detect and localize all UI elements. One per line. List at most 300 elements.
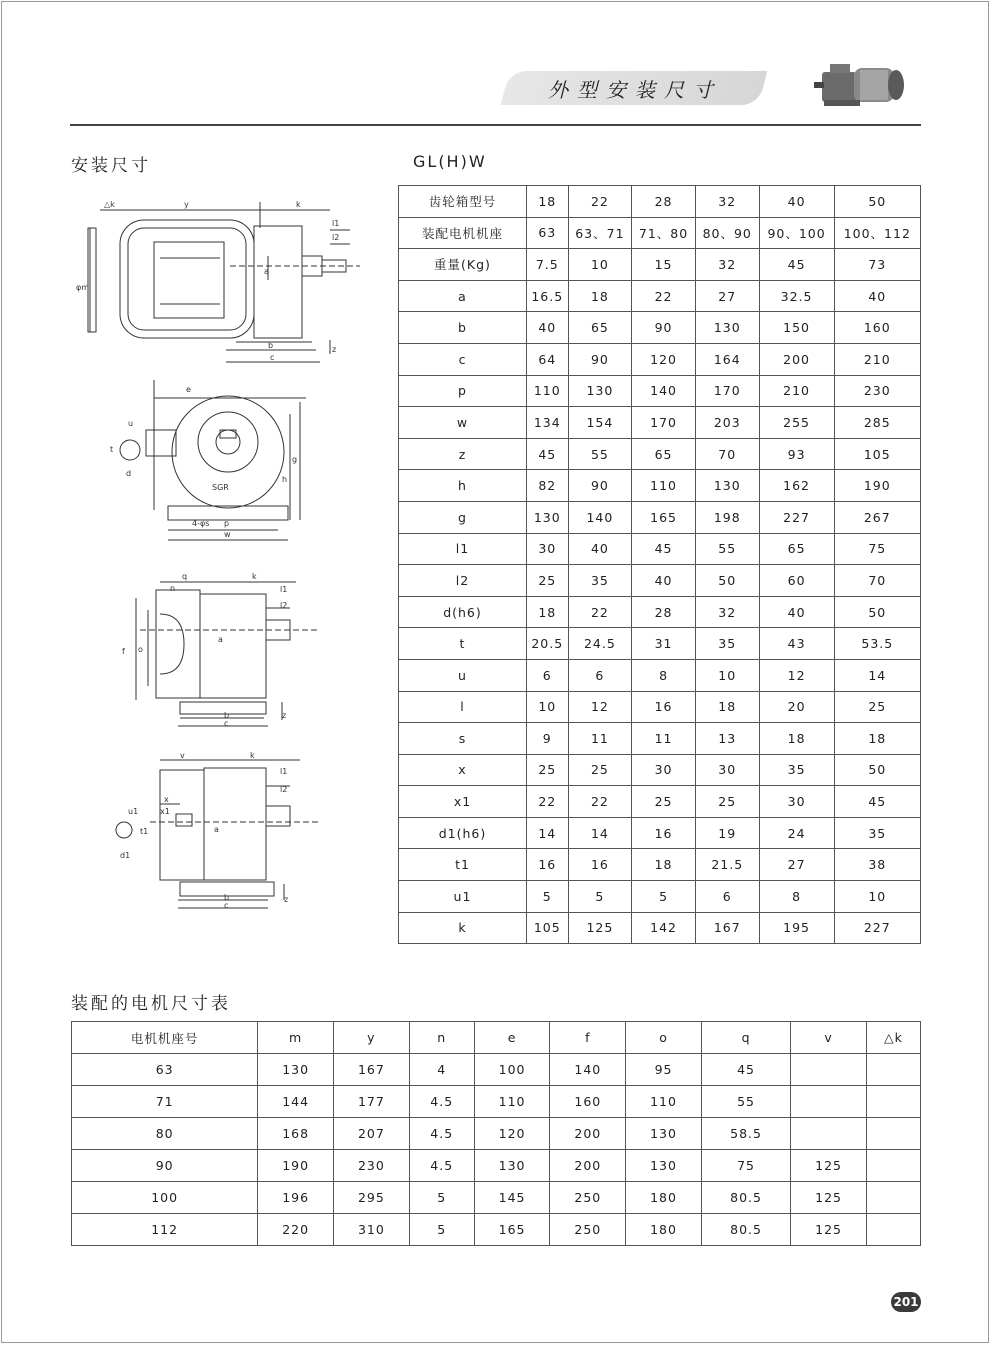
label-l2: l2 [332, 233, 340, 242]
table-row [399, 375, 921, 407]
row-label: a [399, 280, 527, 312]
table-cell: 310 [334, 1214, 410, 1246]
table-cell: 30 [759, 786, 834, 818]
table-cell: 45 [701, 1054, 790, 1086]
table-cell [866, 1054, 920, 1086]
table-row [399, 470, 921, 502]
label-l1c: l1 [280, 767, 288, 776]
table-cell: 130 [695, 312, 759, 344]
table-cell: 5 [409, 1214, 474, 1246]
table-cell: 5 [632, 881, 696, 913]
table-cell: 45 [527, 438, 569, 470]
table-cell: 6 [527, 659, 569, 691]
table-cell: 80.5 [701, 1214, 790, 1246]
table-cell [791, 1118, 867, 1150]
table-cell: 25 [527, 565, 569, 597]
table-cell: 35 [759, 754, 834, 786]
table-row [72, 1054, 921, 1086]
row-label: t [399, 628, 527, 660]
table-cell: 100、112 [834, 217, 920, 249]
table-cell: 200 [759, 343, 834, 375]
gear-motor-image [810, 56, 910, 116]
label-d: d [126, 469, 132, 478]
table-cell: 198 [695, 501, 759, 533]
table-cell: 12 [568, 691, 632, 723]
label-c2: c [224, 719, 229, 728]
table-row [399, 312, 921, 344]
label-y: y [184, 200, 189, 209]
table-cell: 227 [759, 501, 834, 533]
column-header: v [791, 1022, 867, 1054]
table-cell: 55 [701, 1086, 790, 1118]
table-cell: 58.5 [701, 1118, 790, 1150]
table-cell: 31 [632, 628, 696, 660]
table-cell: 55 [695, 533, 759, 565]
table-cell: 14 [527, 817, 569, 849]
table-cell: 125 [568, 912, 632, 944]
row-label: l2 [399, 565, 527, 597]
label-g: g [292, 455, 298, 464]
table-row [399, 501, 921, 533]
table-cell: 22 [527, 786, 569, 818]
label-n: n [170, 584, 176, 593]
table-cell: 22 [632, 280, 696, 312]
table-cell: 165 [474, 1214, 550, 1246]
table-cell: 10 [695, 659, 759, 691]
table-cell: 130 [474, 1150, 550, 1182]
label-u1: u1 [128, 807, 139, 816]
label-e: e [186, 385, 191, 394]
table-cell: 10 [834, 881, 920, 913]
table-cell: 12 [759, 659, 834, 691]
label-phim: φm [76, 283, 90, 292]
row-label: d(h6) [399, 596, 527, 628]
table-cell: 19 [695, 817, 759, 849]
table-cell: 16.5 [527, 280, 569, 312]
table-cell: 38 [834, 849, 920, 881]
table-cell: 140 [568, 501, 632, 533]
label-sgr: SGR [212, 483, 229, 492]
table-cell: 95 [626, 1054, 702, 1086]
table-cell: 65 [568, 312, 632, 344]
table-cell [866, 1118, 920, 1150]
label-s: 4-φs [192, 519, 210, 528]
row-label: d1(h6) [399, 817, 527, 849]
column-header: n [409, 1022, 474, 1054]
table-cell: 40 [759, 596, 834, 628]
row-label: 装配电机机座 [399, 217, 527, 249]
label-k2: k [252, 572, 257, 581]
table-cell: 28 [632, 186, 696, 218]
table-cell: 140 [550, 1054, 626, 1086]
table-row [399, 565, 921, 597]
table-row [72, 1118, 921, 1150]
table-cell: 190 [258, 1150, 334, 1182]
label-k: k [296, 200, 301, 209]
table-cell [866, 1214, 920, 1246]
section-title-motor: 装配的电机尺寸表 [71, 994, 231, 1014]
table-cell: 63、71 [568, 217, 632, 249]
column-header: △k [866, 1022, 920, 1054]
row-label: 重量(Kg) [399, 249, 527, 281]
table-cell: 15 [632, 249, 696, 281]
table-cell: 16 [632, 691, 696, 723]
table-cell: 16 [568, 849, 632, 881]
table-row [72, 1150, 921, 1182]
label-x: x [164, 795, 169, 804]
column-header: 电机机座号 [72, 1022, 258, 1054]
table-cell: 35 [568, 565, 632, 597]
table-cell: 180 [626, 1214, 702, 1246]
table-cell: 144 [258, 1086, 334, 1118]
table-cell: 25 [834, 691, 920, 723]
table-cell: 190 [834, 470, 920, 502]
section-title-install: 安装尺寸 [71, 156, 151, 176]
table-cell: 220 [258, 1214, 334, 1246]
table-cell: 53.5 [834, 628, 920, 660]
table-cell: 5 [409, 1182, 474, 1214]
table-cell: 167 [695, 912, 759, 944]
table-cell: 45 [834, 786, 920, 818]
row-label: 齿轮箱型号 [399, 186, 527, 218]
table-cell: 27 [695, 280, 759, 312]
table-cell: 7.5 [527, 249, 569, 281]
label-d1: d1 [120, 851, 131, 860]
table-row [399, 407, 921, 439]
table-cell: 130 [626, 1150, 702, 1182]
table-cell: 100 [474, 1054, 550, 1086]
header-rule [70, 124, 921, 126]
table-cell: 20.5 [527, 628, 569, 660]
row-label: u [399, 659, 527, 691]
table-cell: 30 [527, 533, 569, 565]
table-cell: 50 [834, 754, 920, 786]
table-cell: 5 [568, 881, 632, 913]
table-cell: 14 [568, 817, 632, 849]
label-b2: b [224, 711, 230, 720]
table-cell: 25 [632, 786, 696, 818]
table-cell: 90 [568, 343, 632, 375]
table-cell: 5 [527, 881, 569, 913]
table-row [399, 249, 921, 281]
table-cell: 75 [834, 533, 920, 565]
table-cell: 71 [72, 1086, 258, 1118]
table-cell: 160 [834, 312, 920, 344]
label-c: c [270, 353, 275, 362]
table-cell: 125 [791, 1150, 867, 1182]
table-cell: 22 [568, 186, 632, 218]
row-label: x1 [399, 786, 527, 818]
table-cell: 120 [632, 343, 696, 375]
table-cell: 150 [759, 312, 834, 344]
table-cell: 50 [834, 596, 920, 628]
table-cell: 165 [632, 501, 696, 533]
table-cell: 24 [759, 817, 834, 849]
label-c3: c [224, 901, 229, 910]
label-z2: z [282, 711, 287, 720]
table-cell: 164 [695, 343, 759, 375]
table-row [399, 817, 921, 849]
table-cell: 227 [834, 912, 920, 944]
table-cell [791, 1086, 867, 1118]
label-a: a [264, 267, 269, 276]
table-cell: 27 [759, 849, 834, 881]
gearbox-dimension-table [398, 185, 921, 944]
table-row [399, 881, 921, 913]
motor-dimension-table [71, 1021, 921, 1246]
table-cell: 28 [632, 596, 696, 628]
table-cell: 90、100 [759, 217, 834, 249]
table-row [399, 628, 921, 660]
table-cell: 4.5 [409, 1150, 474, 1182]
table-cell: 130 [695, 470, 759, 502]
table-cell: 50 [695, 565, 759, 597]
table-cell [791, 1054, 867, 1086]
label-t1: t1 [140, 827, 149, 836]
table-cell: 230 [834, 375, 920, 407]
table-cell: 43 [759, 628, 834, 660]
table-cell: 18 [695, 691, 759, 723]
row-label: h [399, 470, 527, 502]
table-cell: 6 [695, 881, 759, 913]
table-cell: 196 [258, 1182, 334, 1214]
page-number: 201 [891, 1292, 921, 1312]
table-cell [866, 1182, 920, 1214]
table-cell: 125 [791, 1214, 867, 1246]
model-title: GL(H)W [413, 152, 487, 171]
row-label: g [399, 501, 527, 533]
table-cell: 93 [759, 438, 834, 470]
table-cell: 63 [72, 1054, 258, 1086]
label-q: q [182, 572, 188, 581]
table-cell: 195 [759, 912, 834, 944]
row-label: s [399, 723, 527, 755]
table-cell: 50 [834, 186, 920, 218]
table-cell: 200 [550, 1150, 626, 1182]
table-cell: 11 [568, 723, 632, 755]
table-cell: 35 [834, 817, 920, 849]
table-cell: 170 [695, 375, 759, 407]
table-cell: 32.5 [759, 280, 834, 312]
table-cell: 100 [72, 1182, 258, 1214]
table-cell: 134 [527, 407, 569, 439]
table-row [399, 659, 921, 691]
label-f: f [122, 647, 125, 656]
table-cell: 18 [632, 849, 696, 881]
table-row [399, 343, 921, 375]
table-cell: 20 [759, 691, 834, 723]
row-label: l1 [399, 533, 527, 565]
table-cell: 25 [695, 786, 759, 818]
label-l1b: l1 [280, 585, 288, 594]
table-cell: 112 [72, 1214, 258, 1246]
table-cell: 18 [759, 723, 834, 755]
column-header: e [474, 1022, 550, 1054]
table-cell: 24.5 [568, 628, 632, 660]
table-row [399, 280, 921, 312]
table-cell: 40 [632, 565, 696, 597]
table-cell: 120 [474, 1118, 550, 1150]
table-cell: 142 [632, 912, 696, 944]
table-cell: 18 [527, 186, 569, 218]
table-cell: 30 [632, 754, 696, 786]
table-cell: 9 [527, 723, 569, 755]
table-cell: 4 [409, 1054, 474, 1086]
table-cell: 105 [834, 438, 920, 470]
table-cell: 4.5 [409, 1086, 474, 1118]
table-row [399, 912, 921, 944]
column-header: m [258, 1022, 334, 1054]
table-cell: 40 [834, 280, 920, 312]
table-cell: 177 [334, 1086, 410, 1118]
label-l1: l1 [332, 219, 340, 228]
label-b: b [268, 341, 274, 350]
table-cell: 210 [759, 375, 834, 407]
label-l2b: l2 [280, 601, 288, 610]
table-cell: 170 [632, 407, 696, 439]
table-cell: 75 [701, 1150, 790, 1182]
table-cell: 6 [568, 659, 632, 691]
label-z3: z [284, 895, 289, 904]
table-cell: 16 [527, 849, 569, 881]
drawing-side-view [88, 202, 360, 362]
table-cell: 180 [626, 1182, 702, 1214]
table-cell: 160 [550, 1086, 626, 1118]
table-cell: 203 [695, 407, 759, 439]
label-v: v [180, 751, 185, 760]
table-cell: 10 [568, 249, 632, 281]
table-cell: 200 [550, 1118, 626, 1150]
table-row [399, 217, 921, 249]
table-cell: 207 [334, 1118, 410, 1150]
table-cell: 40 [759, 186, 834, 218]
table-cell: 80、90 [695, 217, 759, 249]
table-cell: 65 [632, 438, 696, 470]
table-cell: 55 [568, 438, 632, 470]
row-label: b [399, 312, 527, 344]
table-cell: 71、80 [632, 217, 696, 249]
table-cell: 25 [527, 754, 569, 786]
table-row [399, 786, 921, 818]
label-w: w [224, 530, 231, 539]
column-header: o [626, 1022, 702, 1054]
table-cell: 90 [72, 1150, 258, 1182]
table-row [399, 533, 921, 565]
row-label: l [399, 691, 527, 723]
table-cell: 105 [527, 912, 569, 944]
table-cell: 10 [527, 691, 569, 723]
table-cell: 32 [695, 596, 759, 628]
table-cell: 80.5 [701, 1182, 790, 1214]
label-a2: a [218, 635, 223, 644]
table-cell: 32 [695, 249, 759, 281]
table-cell: 35 [695, 628, 759, 660]
table-cell: 110 [474, 1086, 550, 1118]
dimension-drawings [60, 190, 390, 930]
table-cell: 140 [632, 375, 696, 407]
table-cell: 130 [258, 1054, 334, 1086]
table-cell: 267 [834, 501, 920, 533]
table-row [399, 754, 921, 786]
row-label: k [399, 912, 527, 944]
page-title: 外型安装尺寸 [548, 78, 722, 102]
table-cell: 8 [759, 881, 834, 913]
label-z: z [332, 345, 337, 354]
table-cell: 13 [695, 723, 759, 755]
table-cell: 11 [632, 723, 696, 755]
table-cell: 65 [759, 533, 834, 565]
table-cell: 285 [834, 407, 920, 439]
row-label: x [399, 754, 527, 786]
table-cell: 8 [632, 659, 696, 691]
table-cell: 154 [568, 407, 632, 439]
table-cell: 14 [834, 659, 920, 691]
table-cell: 30 [695, 754, 759, 786]
column-header: y [334, 1022, 410, 1054]
table-cell: 130 [527, 501, 569, 533]
table-cell: 16 [632, 817, 696, 849]
column-header: q [701, 1022, 790, 1054]
row-label: p [399, 375, 527, 407]
label-l2c: l2 [280, 785, 288, 794]
label-p: p [224, 519, 230, 528]
label-x1: x1 [160, 807, 170, 816]
label-t: t [110, 445, 114, 454]
table-cell: 4.5 [409, 1118, 474, 1150]
label-h: h [282, 475, 288, 484]
table-cell: 90 [568, 470, 632, 502]
table-cell: 70 [695, 438, 759, 470]
table-row [399, 596, 921, 628]
table-row [72, 1182, 921, 1214]
table-cell: 70 [834, 565, 920, 597]
table-cell [866, 1086, 920, 1118]
table-cell: 130 [568, 375, 632, 407]
table-row [72, 1214, 921, 1246]
table-cell: 40 [527, 312, 569, 344]
column-header: f [550, 1022, 626, 1054]
table-cell: 210 [834, 343, 920, 375]
table-row [399, 691, 921, 723]
table-cell: 130 [626, 1118, 702, 1150]
drawing-front-view [120, 380, 306, 540]
table-cell: 167 [334, 1054, 410, 1086]
table-cell: 22 [568, 786, 632, 818]
row-label: c [399, 343, 527, 375]
table-cell: 230 [334, 1150, 410, 1182]
table-cell: 45 [759, 249, 834, 281]
table-row [399, 723, 921, 755]
table-cell: 110 [626, 1086, 702, 1118]
label-u: u [128, 419, 134, 428]
table-cell: 110 [632, 470, 696, 502]
table-cell: 145 [474, 1182, 550, 1214]
table-header-row [72, 1022, 921, 1054]
table-cell: 21.5 [695, 849, 759, 881]
table-cell: 18 [568, 280, 632, 312]
table-cell: 90 [632, 312, 696, 344]
row-label: w [399, 407, 527, 439]
table-cell: 22 [568, 596, 632, 628]
table-cell: 25 [568, 754, 632, 786]
table-cell: 250 [550, 1214, 626, 1246]
label-dk: △k [104, 200, 115, 209]
table-cell: 73 [834, 249, 920, 281]
table-cell [866, 1150, 920, 1182]
table-cell: 80 [72, 1118, 258, 1150]
row-label: u1 [399, 881, 527, 913]
table-cell: 60 [759, 565, 834, 597]
